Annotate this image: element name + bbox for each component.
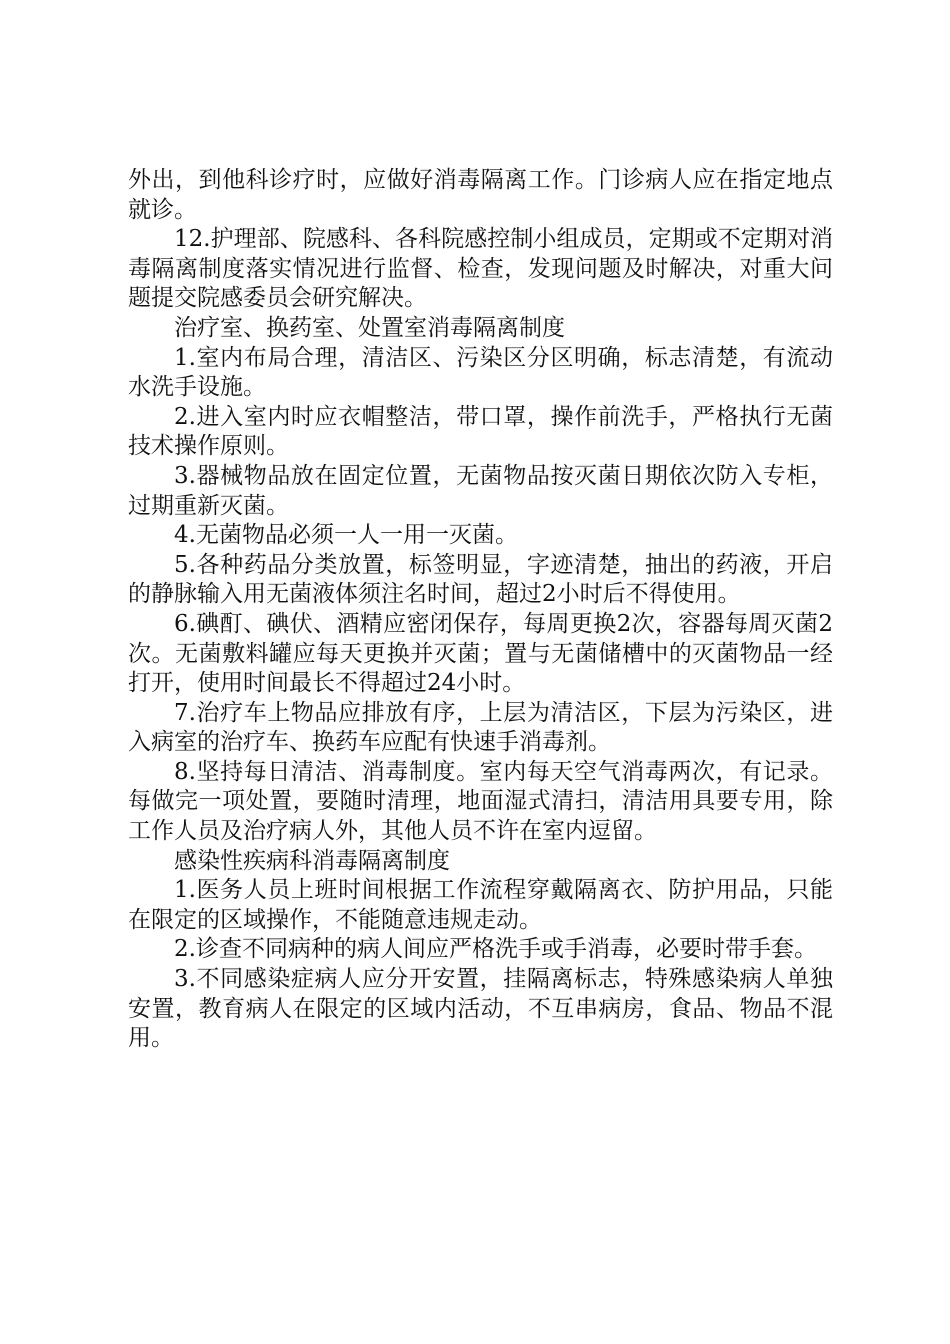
- paragraph-item-6: 6.碘酊、碘伏、酒精应密闭保存，每周更换2次，容器每周灭菌2次。无菌敷料罐应每天更换并灭菌；置与无菌储槽中的灭菌物品一经打开，使用时间最长不得超过24小时。: [128, 610, 833, 697]
- paragraph-item-1-infection: 1.医务人员上班时间根据工作流程穿戴隔离衣、防护用品，只能在限定的区域操作，不能随意违规走动。: [128, 877, 833, 933]
- paragraph-continuation: 外出，到他科诊疗时，应做好消毒隔离工作。门诊病人应在指定地点就诊。: [128, 167, 833, 223]
- paragraph-item-2-infection: 2.诊查不同病种的病人间应严格洗手或手消毒，必要时带手套。: [174, 936, 817, 963]
- paragraph-item-2: 2.进入室内时应衣帽整洁，带口罩，操作前洗手，严格执行无菌技术操作原则。: [128, 403, 833, 460]
- paragraph-item-12: 12.护理部、院感科、各科院感控制小组成员，定期或不定期对消毒隔离制度落实情况进行监督、检查，发现问题及时解决，对重大问题提交院感委员会研究解决。: [128, 226, 833, 312]
- document-page: [128, 166, 833, 1054]
- paragraph-item-1: 1.室内布局合理，清洁区、污染区分区明确，标志清楚，有流动水洗手设施。: [128, 344, 833, 401]
- paragraph-item-5: 5.各种药品分类放置，标签明显，字迹清楚，抽出的药液，开启的静脉输入用无菌液体须注名时间，超过2小时后不得使用。: [128, 551, 833, 608]
- paragraph-item-3: 3.器械物品放在固定位置，无菌物品按灭菌日期依次防入专柜，过期重新灭菌。: [128, 462, 833, 519]
- paragraph-item-8: 8.坚持每日清洁、消毒制度。室内每天空气消毒两次，有记录。每做完一项处置，要随时清理，地面湿式清扫，清洁用具要专用，除工作人员及治疗病人外，其他人员不许在室内逗留。: [128, 758, 833, 845]
- section-heading-infectious-disease: 感染性疾病科消毒隔离制度: [174, 847, 450, 874]
- paragraph-item-3-infection: 3.不同感染症病人应分开安置，挂隔离标志，特殊感染病人单独安置，教育病人在限定的区域内活动，不互串病房，食品、物品不混用。: [128, 966, 833, 1052]
- section-heading-treatment-room: 治疗室、换药室、处置室消毒隔离制度: [174, 314, 565, 341]
- paragraph-item-4: 4.无菌物品必须一人一用一灭菌。: [174, 522, 518, 549]
- paragraph-item-7: 7.治疗车上物品应排放有序，上层为清洁区，下层为污染区，进入病室的治疗车、换药车应配有快速手消毒剂。: [128, 699, 833, 756]
